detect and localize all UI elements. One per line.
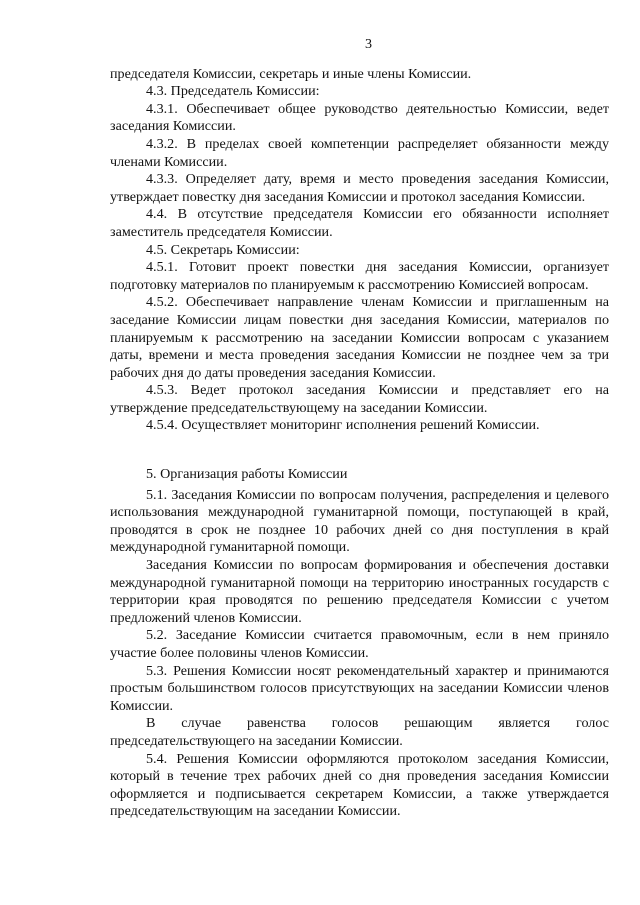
paragraph: 5.1. Заседания Комиссии по вопросам получения, распределения и целевого использования международной гуманитарной помощи, поступающей в край, проводятся в срок не позднее 10 рабочих дней со дня поступления в край международной гуманитарной помощи. xyxy=(110,486,609,556)
paragraph: 4.5.4. Осуществляет мониторинг исполнения решений Комиссии. xyxy=(146,417,540,434)
paragraph: председателя Комиссии, секретарь и иные члены Комиссии. xyxy=(110,65,472,82)
paragraph: В случае равенства голосов решающим является голос председательствующего на заседании Комиссии. xyxy=(110,715,609,749)
paragraph: 4.5.1. Готовит проект повестки дня заседания Комиссии, организует подготовку материалов по планируемым к рассмотрению Комиссией вопросам. xyxy=(110,259,609,293)
paragraph: 4.5.3. Ведет протокол заседания Комиссии и представляет его на утверждение председательствующему на заседании Комиссии. xyxy=(110,382,609,416)
paragraph: 4.3.3. Определяет дату, время и место проведения заседания Комиссии, утверждает повестку дня заседания Комиссии и протокол заседания Комиссии. xyxy=(110,171,609,205)
paragraph: 4.3.2. В пределах своей компетенции распределяет обязанности между членами Комиссии. xyxy=(110,135,609,170)
paragraph: 4.3.1. Обеспечивает общее руководство деятельностью Комиссии, ведет заседания Комиссии. xyxy=(110,100,609,135)
page-number: 3 xyxy=(364,36,373,52)
paragraph: Заседания Комиссии по вопросам формирования и обеспечения доставки международной гуманитарной помощи на территорию иностранных государств с территории края проводятся по решению председателя Комиссии с учетом предложений членов Комиссии. xyxy=(110,557,609,626)
paragraph: 4.4. В отсутствие председателя Комиссии его обязанности исполняет заместитель председателя Комиссии. xyxy=(110,206,609,240)
paragraph: 5.2. Заседание Комиссии считается правомочным, если в нем приняло участие более половины членов Комиссии. xyxy=(110,627,609,661)
paragraph: 5.3. Решения Комиссии носят рекомендательный характер и принимаются простым большинством голосов присутствующих на заседании Комиссии членов Комиссии. xyxy=(110,662,609,714)
paragraph: 4.5. Секретарь Комиссии: xyxy=(146,241,300,258)
paragraph: 4.5.2. Обеспечивает направление членам Комиссии и приглашенным на заседание Комиссии лицам повестки дня заседания Комиссии, материалов по планируемым к рассмотрению на заседании Комиссии вопросам с указанием даты, времени и места проведения заседания Комиссии не позднее чем за три рабочих дня до даты проведения заседания Комиссии. xyxy=(110,294,609,381)
paragraph: 4.3. Председатель Комиссии: xyxy=(146,83,320,100)
section-5 xyxy=(110,487,609,821)
paragraph: 5.4. Решения Комиссии оформляются протоколом заседания Комиссии, который в течение трех рабочих дней со дня проведения заседания Комиссии оформляется и подписывается секретарем Комиссии, а также утверждается председательствующим на заседании Комиссии. xyxy=(110,750,609,820)
section-title: 5. Организация работы Комиссии xyxy=(146,466,348,483)
section-4-continued xyxy=(110,66,609,435)
